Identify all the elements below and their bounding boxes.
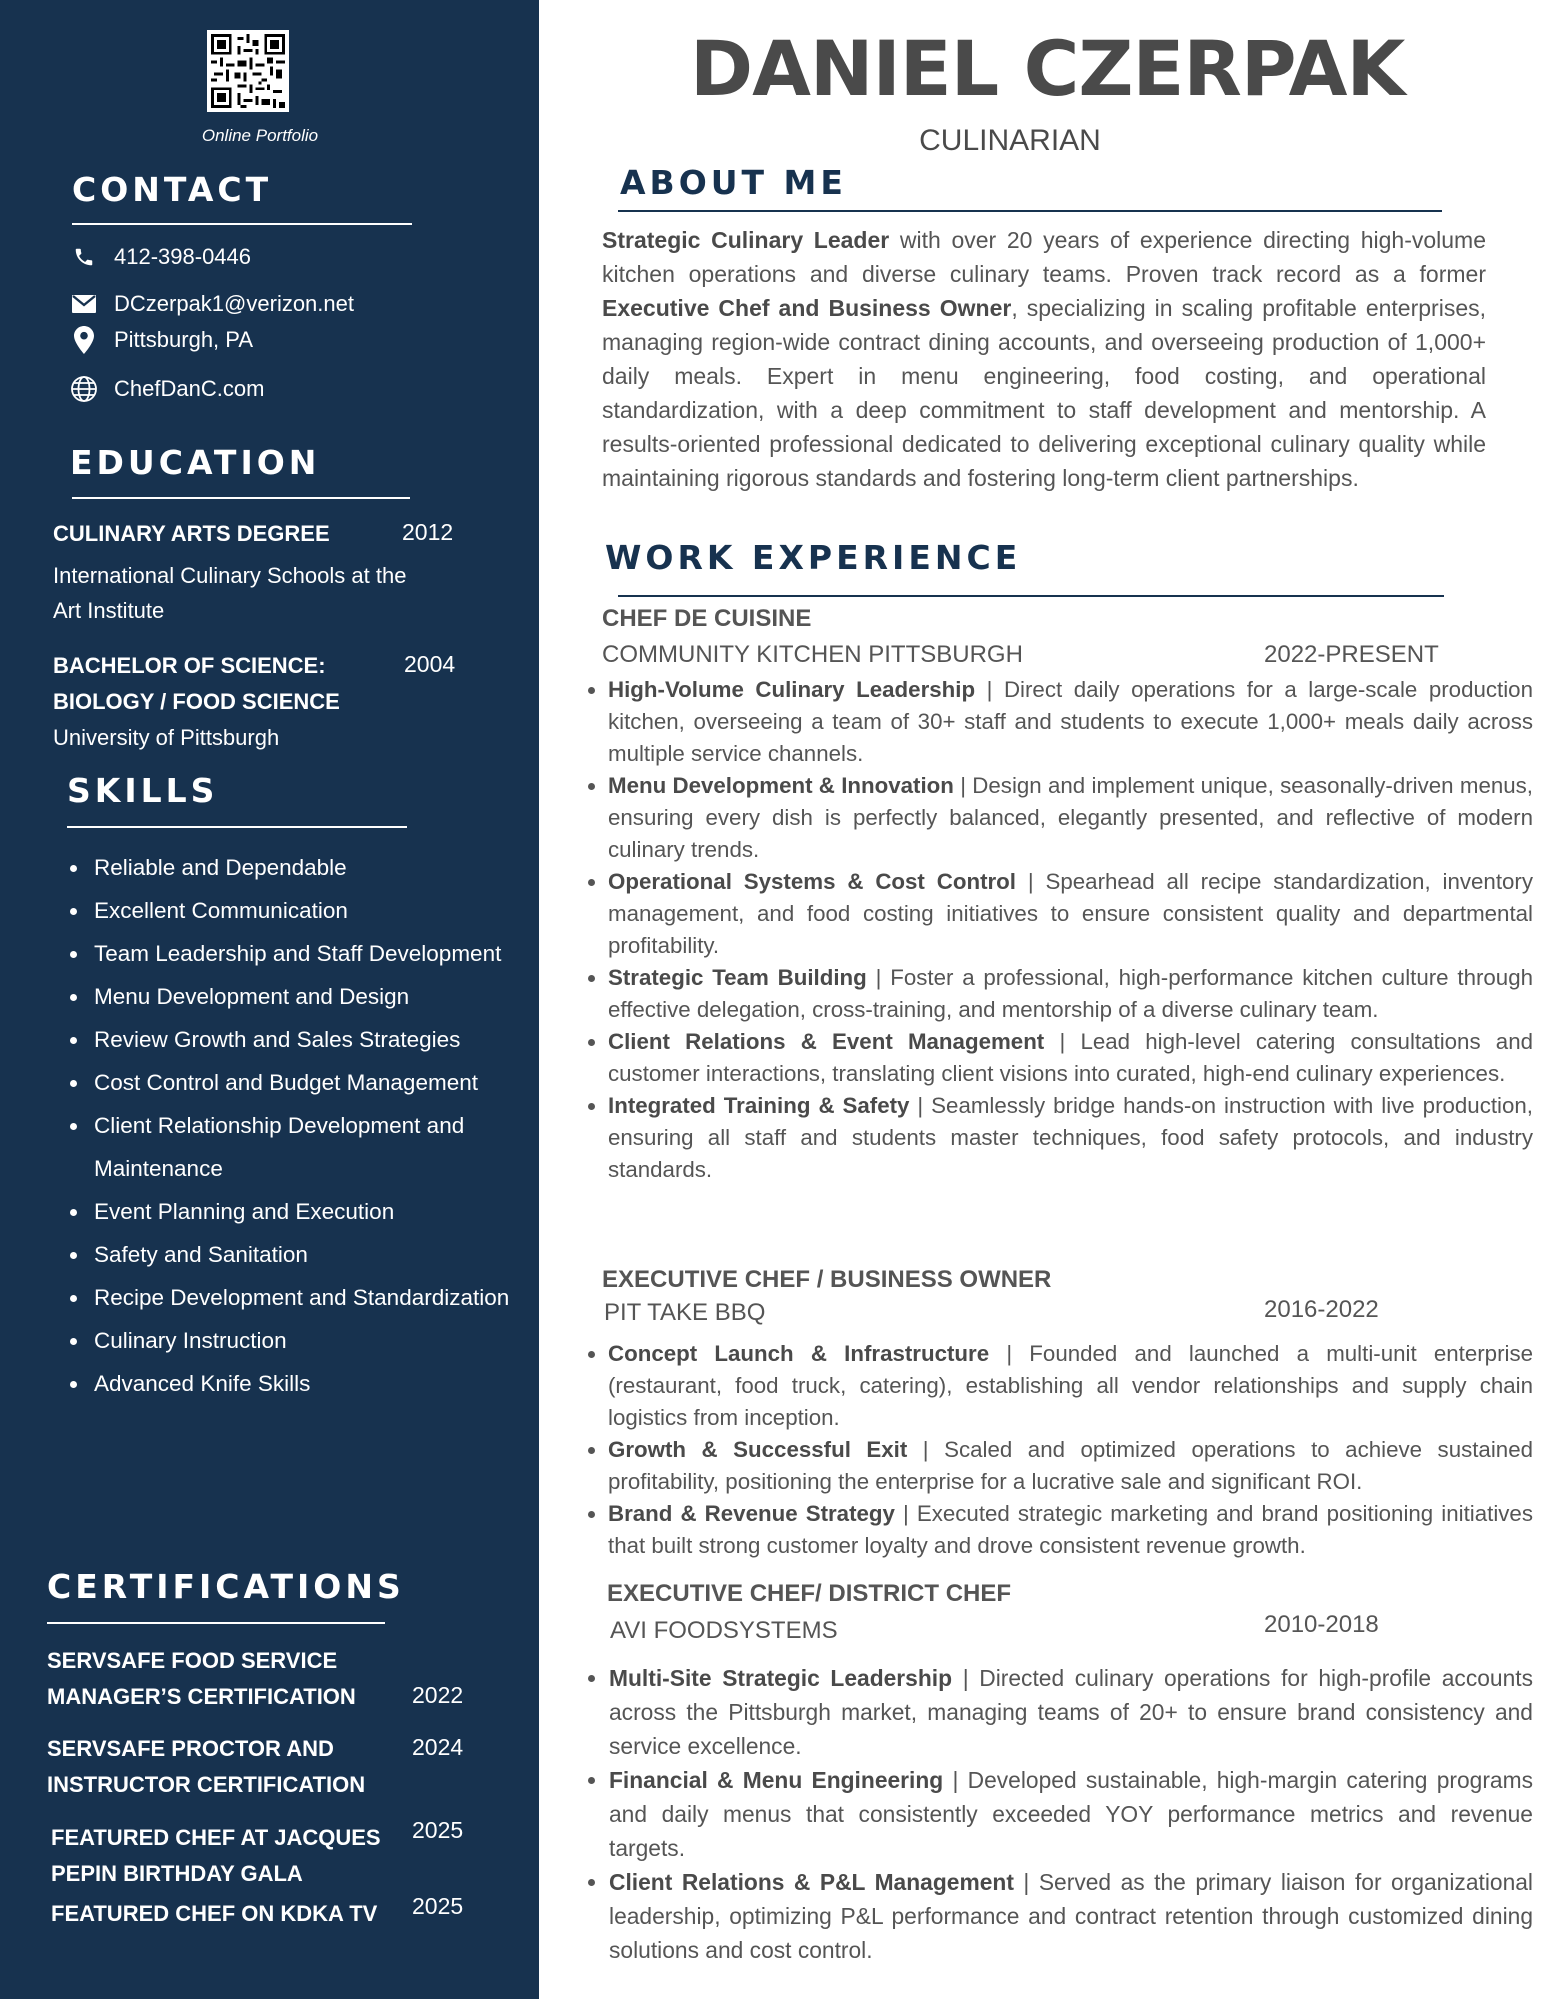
education-school: Art Institute [53, 598, 165, 623]
candidate-name: DANIEL CZERPAK [690, 24, 1405, 113]
certification-name: FEATURED CHEF ON KDKA TV [51, 1901, 378, 1926]
phone-text: 412-398-0446 [114, 244, 252, 269]
skill-item: • Safety and Sanitation [90, 1233, 530, 1276]
contact-heading: CONTACT [72, 170, 273, 209]
bullet-text: | Served as the primary liaison for organizational leadership, optimizing P&L performance and contract retention through customized dining solutions and cost control. [609, 1869, 1533, 1963]
job-bullet [609, 1763, 1533, 1865]
bullet-text: | Founded and launched a multi-unit enterprise (restaurant, food truck, catering), establishing all vendor relationships and supply chain logistics from inception. [608, 1341, 1533, 1430]
skill-item: • Advanced Knife Skills [90, 1362, 530, 1405]
experience-heading: WORK EXPERIENCE [605, 538, 1022, 577]
bullet-lead: Growth & Successful Exit [608, 1437, 908, 1462]
certification-year: 2025 [412, 1893, 464, 1919]
bullet-text: | Executed strategic marketing and brand positioning initiatives that built strong customer loyalty and drove consistent revenue growth. [608, 1501, 1533, 1558]
bullet-text: | Foster a professional, high-performance kitchen culture through effective delegation, cross-training, and mentorship of a diverse culinary team. [608, 965, 1534, 1022]
skill-item: • Excellent Communication [90, 889, 530, 932]
skills-heading: SKILLS [67, 771, 219, 810]
skill-item: • Culinary Instruction [90, 1319, 530, 1362]
bullet-lead: Multi-Site Strategic Leadership [609, 1665, 953, 1691]
skill-item: • Team Leadership and Staff Development [90, 932, 530, 975]
candidate-role: CULINARIAN [919, 124, 1101, 157]
education-degree: BIOLOGY / FOOD SCIENCE [53, 689, 340, 714]
location-text: Pittsburgh, PA [114, 327, 253, 352]
certification-name: MANAGER’S CERTIFICATION [47, 1684, 356, 1709]
education-heading: EDUCATION [70, 443, 321, 482]
website-text: ChefDanC.com [114, 376, 265, 401]
contact-email[interactable] [70, 289, 354, 319]
certifications-divider [47, 1622, 385, 1624]
contact-phone[interactable] [70, 242, 251, 272]
bullet-lead: Integrated Training & Safety [608, 1093, 910, 1118]
bullet-text: | Design and implement unique, seasonally-driven menus, ensuring every dish is perfectly balanced, elegantly presented, and reflective of modern culinary trends. [608, 773, 1533, 862]
contact-location [70, 325, 253, 355]
job-bullet [608, 1434, 1533, 1498]
bullet-text: | Spearhead all recipe standardization, inventory management, and food costing initiatives to ensure consistent quality and departmental profitability. [608, 869, 1533, 958]
certification-name: SERVSAFE PROCTOR AND [47, 1736, 334, 1761]
bullet-lead: Operational Systems & Cost Control [608, 869, 1016, 894]
job-title: EXECUTIVE CHEF/ DISTRICT CHEF [607, 1580, 1012, 1607]
skill-item: • Reliable and Dependable [90, 846, 530, 889]
bullet-lead: Client Relations & Event Management [608, 1029, 1045, 1054]
education-school: International Culinary Schools at the [53, 563, 407, 588]
job-bullets [582, 674, 1533, 1186]
bullet-text: | Seamlessly bridge hands-on instruction with live production, ensuring all staff and students master techniques, food safety protocols, and industry standards. [608, 1093, 1533, 1182]
certification-name: PEPIN BIRTHDAY GALA [51, 1861, 303, 1886]
contact-website[interactable] [70, 374, 264, 404]
job-title: CHEF DE CUISINE [602, 605, 812, 632]
contact-divider [72, 223, 412, 225]
education-degree: BACHELOR OF SCIENCE: [53, 653, 326, 678]
globe-icon [70, 375, 98, 403]
job-bullets [583, 1661, 1533, 1967]
job-dates: 2022-PRESENT [1264, 641, 1439, 668]
job-company: AVI FOODSYSTEMS [610, 1617, 838, 1644]
job-bullet [608, 1026, 1533, 1090]
bullet-text: | Lead high-level catering consultations and customer interactions, translating client visions into curated, high-end culinary experiences. [608, 1029, 1534, 1086]
qr-caption: Online Portfolio [201, 126, 319, 145]
skill-item: • Cost Control and Budget Management [90, 1061, 530, 1104]
skill-item: • Recipe Development and Standardization [90, 1276, 530, 1319]
about-lead: Strategic Culinary Leader [602, 227, 890, 253]
about-divider [618, 210, 1442, 212]
email-text: DCzerpak1@verizon.net [114, 291, 354, 316]
bullet-lead: High-Volume Culinary Leadership [608, 677, 976, 702]
sidebar [0, 0, 539, 1999]
education-degree: CULINARY ARTS DEGREE [53, 521, 330, 546]
job-bullet [608, 770, 1533, 866]
job-bullet [609, 1661, 1533, 1763]
education-year: 2004 [404, 651, 456, 677]
mail-icon [70, 290, 98, 318]
skill-item: • Event Planning and Execution [90, 1190, 530, 1233]
certification-name: INSTRUCTOR CERTIFICATION [47, 1772, 366, 1797]
job-company: PIT TAKE BBQ [604, 1299, 766, 1326]
job-company: COMMUNITY KITCHEN PITTSBURGH [602, 641, 1023, 668]
about-heading: ABOUT ME [620, 163, 847, 202]
experience-divider [618, 595, 1444, 597]
job-bullet [608, 1090, 1533, 1186]
phone-icon [70, 243, 98, 271]
job-bullet [609, 1865, 1533, 1967]
bullet-lead: Menu Development & Innovation [608, 773, 954, 798]
bullet-lead: Financial & Menu Engineering [609, 1767, 944, 1793]
job-dates: 2010-2018 [1264, 1611, 1379, 1638]
bullet-lead: Concept Launch & Infrastructure [608, 1341, 990, 1366]
bullet-text: | Scaled and optimized operations to achieve sustained profitability, positioning the enterprise for a lucrative sale and significant ROI. [608, 1437, 1533, 1494]
skills-list [64, 846, 530, 1405]
job-bullet [608, 1338, 1533, 1434]
job-bullet [608, 962, 1533, 1026]
skill-item: • Menu Development and Design [90, 975, 530, 1018]
bullet-text: | Developed sustainable, high-margin catering programs and daily menus that consistently exceeded YOY performance metrics and revenue targets. [609, 1767, 1533, 1861]
certifications-heading: CERTIFICATIONS [47, 1567, 405, 1606]
job-bullet [608, 866, 1533, 962]
about-body: with over 20 years of experience directing high-volume kitchen operations and diverse culinary teams. Proven track record as a former [602, 227, 1486, 287]
job-title: EXECUTIVE CHEF / BUSINESS OWNER [602, 1266, 1052, 1293]
skill-item: • Client Relationship Development and Maintenance [90, 1104, 530, 1190]
education-year: 2012 [402, 519, 454, 545]
certification-year: 2025 [412, 1817, 464, 1843]
certification-name: FEATURED CHEF AT JACQUES [51, 1825, 381, 1850]
certification-name: SERVSAFE FOOD SERVICE [47, 1648, 338, 1673]
bullet-lead: Brand & Revenue Strategy [608, 1501, 895, 1526]
certification-year: 2024 [412, 1734, 464, 1760]
map-pin-icon [70, 326, 98, 354]
about-lead: Executive Chef and Business Owner [602, 295, 1012, 321]
education-divider [72, 497, 410, 499]
skill-item: • Review Growth and Sales Strategies [90, 1018, 530, 1061]
skills-divider [67, 826, 407, 828]
about-text [602, 223, 1486, 495]
education-school: University of Pittsburgh [53, 725, 280, 750]
bullet-text: | Directed culinary operations for high-profile accounts across the Pittsburgh market, managing teams of 20+ to ensure brand consistency and service excellence. [609, 1665, 1533, 1759]
job-dates: 2016-2022 [1264, 1296, 1379, 1323]
bullet-lead: Client Relations & P&L Management [609, 1869, 1014, 1895]
bullet-lead: Strategic Team Building [608, 965, 867, 990]
qr-code-icon[interactable] [207, 30, 289, 112]
job-bullets [582, 1338, 1533, 1562]
about-body: , specializing in scaling profitable enterprises, managing region-wide contract dining accounts, and overseeing production of 1,000+ daily meals. Expert in menu engineering, food costing, and operational standardization, with a deep commitment to staff development and mentorship. A results-oriented professional dedicated to delivering exceptional culinary quality while maintaining rigorous standards and fostering long-term client partnerships. [602, 295, 1486, 491]
certification-year: 2022 [412, 1682, 464, 1708]
job-bullet [608, 674, 1533, 770]
bullet-text: | Direct daily operations for a large-scale production kitchen, overseeing a team of 30+ staff and students to execute 1,000+ meals daily across multiple service channels. [608, 677, 1533, 766]
job-bullet [608, 1498, 1533, 1562]
